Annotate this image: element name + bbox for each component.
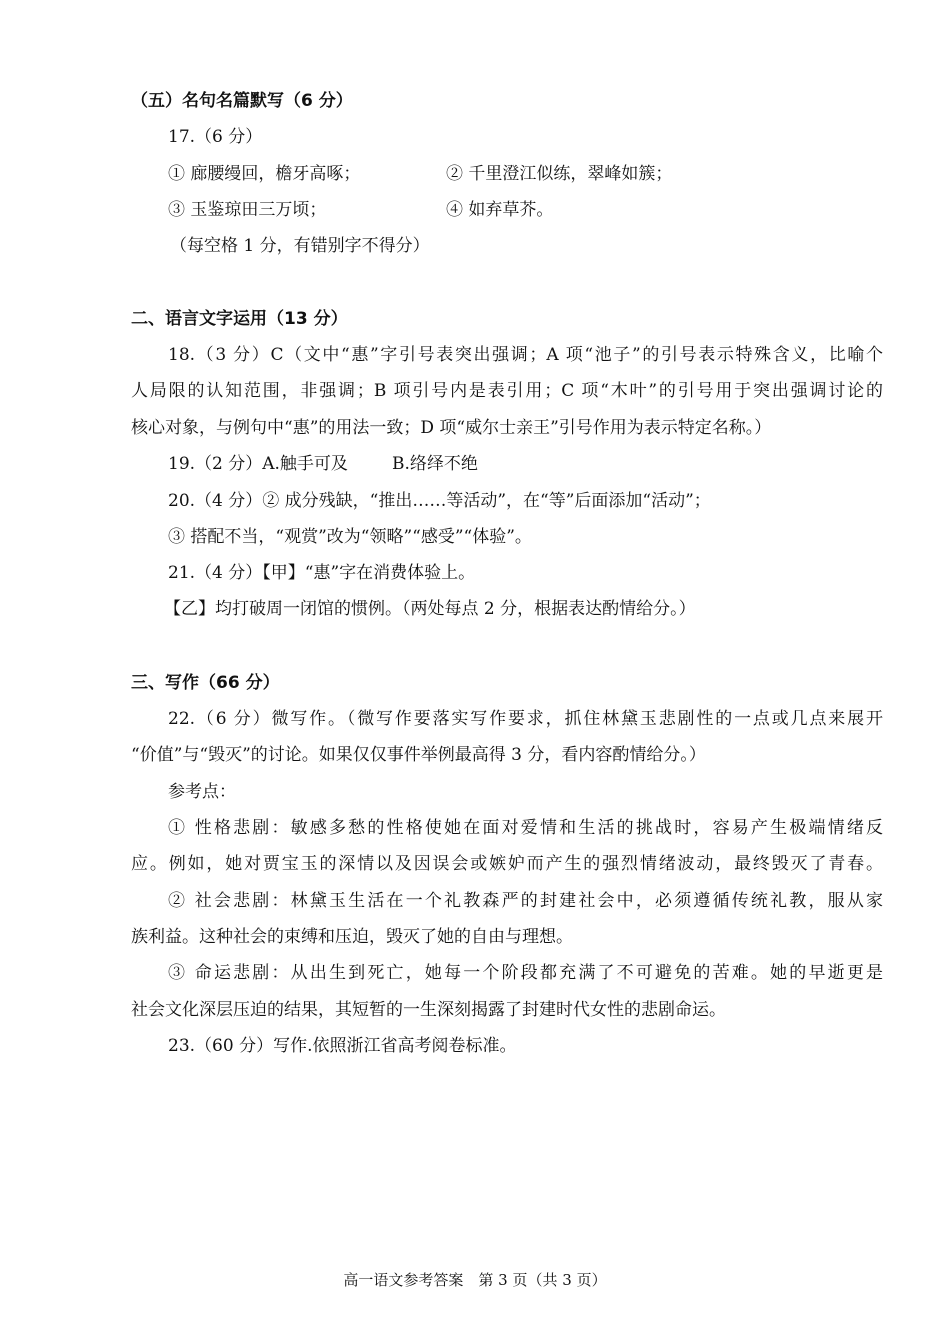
q17-answer-row-1 xyxy=(131,162,883,186)
page-footer: 高一语文参考答案 第 3 页（共 3 页） xyxy=(343,1271,607,1289)
q23-line: 23.（60 分）写作.依照浙江省高考阅卷标准。 xyxy=(168,1036,517,1056)
point-2-line-1: ② 社会悲剧：林黛玉生活在一个礼教森严的封建社会中，必须遵循传统礼教，服从家 xyxy=(168,891,883,911)
q22-line-2: “价值”与“毁灭”的讨论。如果仅仅事件举例最高得 3 分，看内容酌情给分。） xyxy=(131,745,706,765)
q21-line-1: 21.（4 分）【甲】“惠”字在消费体验上。 xyxy=(168,563,476,583)
q19-answer-b: B.络绎不绝 xyxy=(392,454,478,474)
q17-answer-2: ② 千里澄江似练，翠峰如簇； xyxy=(446,164,673,184)
q17-answer-row-2 xyxy=(131,198,883,222)
q20-line-2: ③ 搭配不当，“观赏”改为“领略”“感受”“体验”。 xyxy=(168,527,532,547)
point-1-line-1: ① 性格悲剧：敏感多愁的性格使她在面对爱情和生活的挑战时，容易产生极端情绪反 xyxy=(168,818,883,838)
point-3-line-2: 社会文化深层压迫的结果，其短暂的一生深刻揭露了封建时代女性的悲剧命运。 xyxy=(131,1000,726,1020)
section-3-heading: 三、写作（66 分） xyxy=(131,673,280,693)
q17-scoring-note: （每空格 1 分，有错别字不得分） xyxy=(170,236,430,256)
q22-line-1: 22.（6 分）微写作。（微写作要落实写作要求，抓住林黛玉悲剧性的一点或几点来展开 xyxy=(168,709,883,729)
point-3-line-1: ③ 命运悲剧：从出生到死亡，她每一个阶段都充满了不可避免的苦难。她的早逝更是 xyxy=(168,963,883,983)
q19-answer-a: 19.（2 分）A.触手可及 xyxy=(168,454,348,474)
point-1-line-2: 应。例如，她对贾宝玉的深情以及因误会或嫉妒而产生的强烈情绪波动，最终毁灭了青春。 xyxy=(131,854,883,874)
q18-line-3: 核心对象，与例句中“惠”的用法一致；D 项“威尔士亲王”引号作用为表示特定名称。） xyxy=(131,418,772,438)
q18-line-1: 18.（3 分）C（文中“惠”字引号表突出强调；A 项“池子”的引号表示特殊含义，比喻个 xyxy=(168,345,883,365)
q17-label: 17.（6 分） xyxy=(168,127,263,147)
q17-answer-1: ① 廊腰缦回，檐牙高啄； xyxy=(168,164,361,184)
q18-line-2: 人局限的认知范围，非强调；B 项引号内是表引用；C 项“木叶”的引号用于突出强调讨论的 xyxy=(131,381,883,401)
reference-points-label: 参考点： xyxy=(168,782,236,802)
section-2-heading: 二、语言文字运用（13 分） xyxy=(131,309,348,329)
q21-line-2: 【乙】均打破周一闭馆的惯例。（两处每点 2 分，根据表达酌情给分。） xyxy=(164,599,696,619)
q20-line-1: 20.（4 分）② 成分残缺，“推出……等活动”，在“等”后面添加“活动”； xyxy=(168,491,711,511)
q17-answer-3: ③ 玉鉴琼田三万顷； xyxy=(168,200,327,220)
section-5-heading: （五）名句名篇默写（6 分） xyxy=(131,91,353,111)
q17-answer-4: ④ 如弃草芥。 xyxy=(446,200,554,220)
point-2-line-2: 族利益。这种社会的束缚和压迫，毁灭了她的自由与理想。 xyxy=(131,927,573,947)
q19-line xyxy=(168,452,883,476)
